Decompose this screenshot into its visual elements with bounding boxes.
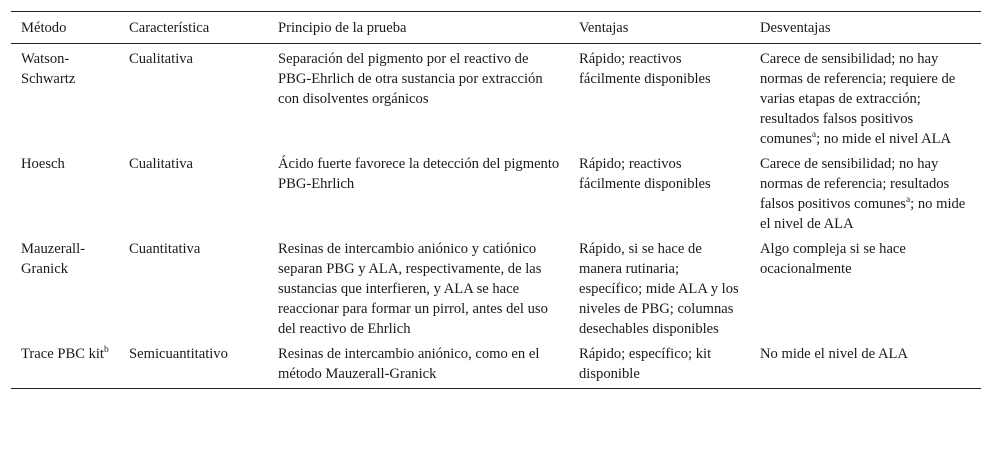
porphobilinogen-tests-table: [11, 11, 981, 389]
header-metodo: Método: [11, 12, 119, 44]
footnote-marker: b: [103, 345, 109, 356]
cell-caracteristica: Semicuantitativo: [119, 341, 268, 389]
header-principio: Principio de la prueba: [268, 12, 569, 44]
header-desventajas: Desventajas: [750, 12, 981, 44]
cell-principio: Resinas de intercambio aniónico, como en el método Mauzerall-Granick: [268, 341, 569, 389]
table-row: [11, 151, 981, 236]
cell-caracteristica: Cuantitativa: [129, 241, 201, 257]
cell-ventajas: Rápido, si se hace de manera rutinaria; específico; mide ALA y los niveles de PBG; columnas desechables disponibles: [579, 241, 739, 337]
cell-desventajas: Carece de sensibilidad; no hay normas de referencia; requiere de varias etapas de extracción; resultados falsos positivos comunes$^a$; no mide el nivel ALA: [760, 51, 956, 147]
table-row: [11, 236, 981, 341]
header-ventajas: Ventajas: [569, 12, 750, 44]
cell-principio: Resinas de intercambio aniónico y catiónico separan PBG y ALA, respectivamente, de las sustancias que interfieren, y ALA se hace reaccionar para formar un pirrol, antes del uso del reactivo de Ehrlich: [278, 241, 548, 337]
table-row: [11, 341, 981, 389]
cell-desventajas: Algo compleja si se hace ocacionalmente: [760, 241, 906, 277]
cell-ventajas: Rápido; reactivos fácilmente disponibles: [579, 156, 711, 192]
cell-principio: Separación del pigmento por el reactivo de PBG-Ehrlich de otra sustancia por extracción con disolventes orgánicos: [278, 51, 543, 107]
cell-principio: Ácido fuerte favorece la detección del pigmento PBG-Ehrlich: [278, 156, 560, 192]
table-row: [11, 44, 981, 152]
footnote-marker: a: [905, 195, 911, 206]
cell-metodo: Watson-Schwartz: [21, 51, 76, 87]
cell-ventajas: Rápido; específico; kit disponible: [569, 341, 750, 389]
cell-caracteristica: Cualitativa: [129, 51, 194, 67]
cell-desventajas: Carece de sensibilidad; no hay normas de referencia; resultados falsos positivos comunes$^a$; no mide el nivel de ALA: [760, 156, 966, 232]
cell-metodo: Trace PBC kit$^b$: [11, 341, 119, 389]
table-header-row: [11, 12, 981, 44]
header-caracteristica: Característica: [119, 12, 268, 44]
cell-desventajas: No mide el nivel de ALA: [750, 341, 981, 389]
cell-metodo: Hoesch: [21, 156, 65, 172]
table-container: [11, 11, 981, 389]
cell-ventajas: Rápido; reactivos fácilmente disponibles: [579, 51, 711, 87]
cell-caracteristica: Cualitativa: [129, 156, 194, 172]
cell-metodo: Mauzerall-Granick: [21, 241, 86, 277]
footnote-marker: a: [811, 130, 817, 141]
